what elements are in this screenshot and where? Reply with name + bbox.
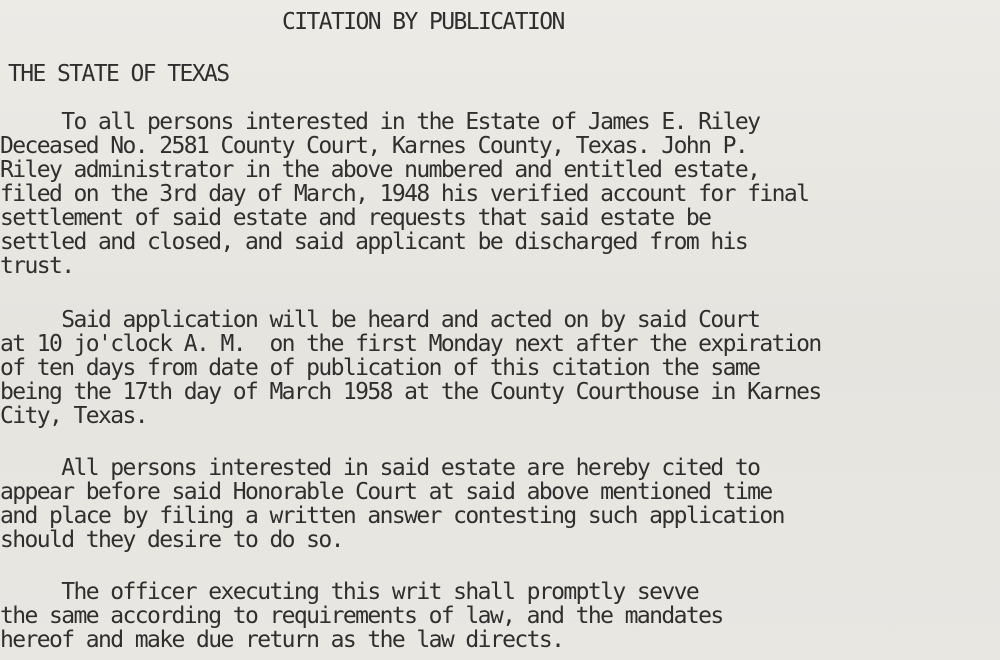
paragraph-2-line-2: at 10 jo'clock A. M. on the first Monday next after the expiration bbox=[0, 331, 821, 357]
paragraph-4-line-2: the same according to requirements of law, and the mandates bbox=[0, 603, 723, 629]
paragraph-3-line-2: appear before said Honorable Court at said above mentioned time bbox=[0, 479, 772, 505]
paragraph-4-line-1: The officer executing this writ shall promptly sevve bbox=[0, 579, 699, 605]
paragraph-1-line-2: Deceased No. 2581 County Court, Karnes County, Texas. John P. bbox=[0, 133, 748, 159]
paragraph-1-line-3: Riley administrator in the above numbered and entitled estate, bbox=[0, 157, 760, 183]
paragraph-2-line-1: Said application will be heard and acted on by said Court bbox=[0, 307, 760, 333]
paragraph-3-line-1: All persons interested in said estate are hereby cited to bbox=[0, 455, 760, 481]
paragraph-3-line-3: and place by filing a written answer contesting such application bbox=[0, 503, 784, 529]
paragraph-2-line-5: City, Texas. bbox=[0, 403, 147, 429]
paragraph-1-line-6: settled and closed, and said applicant be discharged from his bbox=[0, 229, 748, 255]
paragraph-2-line-4: being the 17th day of March 1958 at the County Courthouse in Karnes bbox=[0, 379, 821, 405]
paragraph-1-line-4: filed on the 3rd day of March, 1948 his verified account for final bbox=[0, 181, 809, 207]
paragraph-1-line-1: To all persons interested in the Estate of James E. Riley bbox=[0, 109, 760, 135]
state-heading: THE STATE OF TEXAS bbox=[8, 61, 229, 87]
paragraph-1-line-7: trust. bbox=[0, 253, 74, 279]
paragraph-3-line-4: should they desire to do so. bbox=[0, 527, 343, 553]
document-title: CITATION BY PUBLICATION bbox=[282, 9, 564, 35]
paragraph-2-line-3: of ten days from date of publication of this citation the same bbox=[0, 355, 760, 381]
paragraph-1-line-5: settlement of said estate and requests that said estate be bbox=[0, 205, 711, 231]
paragraph-4-line-3: hereof and make due return as the law directs. bbox=[0, 627, 564, 653]
